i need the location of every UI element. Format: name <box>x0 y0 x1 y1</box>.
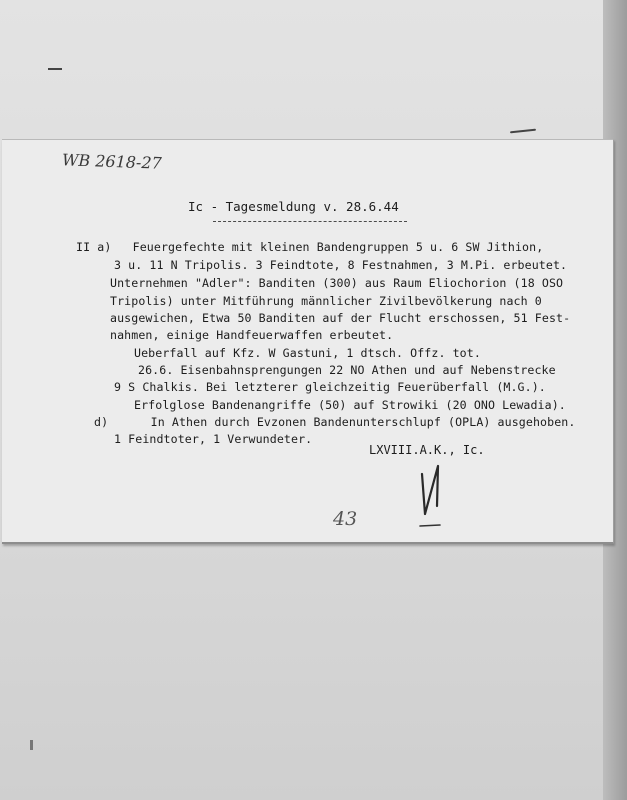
report-line: nahmen, einige Handfeuerwaffen erbeutet. <box>110 328 394 342</box>
punch-mark <box>30 740 33 750</box>
report-line: II a) Feuergefechte mit kleinen Bandengruppen 5 u. 6 SW Jithion, <box>76 240 544 254</box>
report-line: Ueberfall auf Kfz. W Gastuni, 1 dtsch. Offz. tot. <box>134 346 481 360</box>
archive-reference: WB 2618-27 <box>61 150 163 173</box>
report-line: 1 Feindtoter, 1 Verwundeter. <box>114 432 313 446</box>
report-line: d) In Athen durch Evzonen Bandenunterschlupf (OPLA) ausgehoben. <box>94 415 576 429</box>
report-line: 3 u. 11 N Tripolis. 3 Feindtote, 8 Festnahmen, 3 M.Pi. erbeutet. <box>114 258 568 272</box>
report-line: Erfolglose Bandenangriffe (50) auf Strowiki (20 ONO Lewadia). <box>134 398 566 412</box>
report-line: 9 S Chalkis. Bei letzterer gleichzeitig Feuerüberfall (M.G.). <box>114 380 546 394</box>
handwritten-initial <box>416 462 456 534</box>
signature-block: LXVIII.A.K., Ic. <box>369 443 485 457</box>
report-line: ausgewichen, Etwa 50 Banditen auf der Flucht erschossen, 51 Fest- <box>110 311 571 325</box>
report-line: 26.6. Eisenbahnsprengungen 22 NO Athen und auf Nebenstrecke <box>138 363 556 377</box>
title-underline <box>213 221 407 222</box>
report-line: Tripolis) unter Mitführung männlicher Zivilbevölkerung nach 0 <box>110 294 542 308</box>
page-number: 43 <box>333 508 358 530</box>
punch-mark <box>48 68 62 70</box>
report-title: Ic - Tagesmeldung v. 28.6.44 <box>188 199 399 214</box>
report-line: Unternehmen "Adler": Banditen (300) aus Raum Eliochorion (18 OSO <box>110 276 564 290</box>
